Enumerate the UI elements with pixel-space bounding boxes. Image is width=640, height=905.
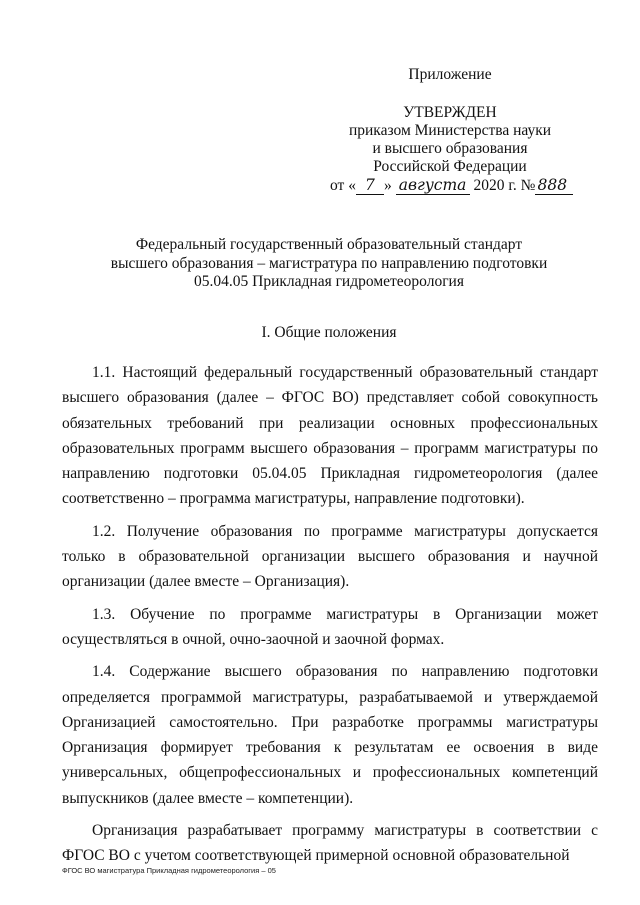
page-footer: ФГОС ВО магистратура Прикладная гидрометеорология – 05 (62, 866, 276, 875)
annex-label: Приложение (408, 66, 492, 83)
standard-title-line-3: 05.04.05 Прикладная гидрометеорология (194, 273, 464, 290)
body-text (62, 360, 598, 872)
date-year: 2020 г. № (469, 177, 536, 194)
section-heading: I. Общие положения (261, 324, 397, 341)
handwritten-month: августа (396, 176, 470, 195)
approval-line-2: и высшего образования (372, 140, 528, 157)
standard-title-line-1: Федеральный государственный образовательный стандарт (135, 236, 523, 253)
date-prefix: от « (330, 177, 356, 194)
standard-title-line-2: высшего образования – магистратура по направлению подготовки (110, 254, 548, 272)
paragraph-1-2: 1.2. Получение образования по программе магистратуры допускается только в образовательной организации высшего образования и научной организации (далее вместе – Организация). (62, 522, 598, 591)
order-date-line (330, 176, 570, 195)
approval-block (330, 66, 570, 195)
approval-line-1: приказом Министерства науки (348, 122, 552, 139)
paragraph-1-1: 1.1. Настоящий федеральный государственный образовательный стандарт высшего образования (далее – ФГОС ВО) представляет собой совокупность обязательных требований при реализации основных профессиональных образовательных программ высшего образования – программ магистратуры по направлению подготовки 05.04.05 Прикладная гидрометеорология (далее соответственно – программа магистратуры, направление подготовки). (62, 364, 598, 508)
date-mid: » (383, 177, 396, 194)
approval-line-3: Российской Федерации (373, 158, 527, 175)
handwritten-day: 7 (356, 176, 384, 195)
paragraph-1-4: 1.4. Содержание высшего образования по направлению подготовки определяется программой магистратуры, разрабатываемой и утверждаемой Организацией самостоятельно. При разработке программы магистратуры Организация формирует требования к результатам ее освоения в виде универсальных, общепрофессиональных и профессиональных компетенций выпускников (далее вместе – компетенции). (62, 663, 598, 807)
handwritten-order-number: 888 (535, 176, 573, 195)
standard-title (60, 236, 598, 292)
paragraph-organization: Организация разрабатывает программу магистратуры в соответствии с ФГОС ВО с учетом соответствующей примерной основной образовательной (62, 822, 598, 865)
paragraph-1-3: 1.3. Обучение по программе магистратуры в Организации может осуществляться в очной, очно-заочной и заочной формах. (62, 605, 598, 648)
approved-label: УТВЕРЖДЕН (403, 104, 497, 121)
